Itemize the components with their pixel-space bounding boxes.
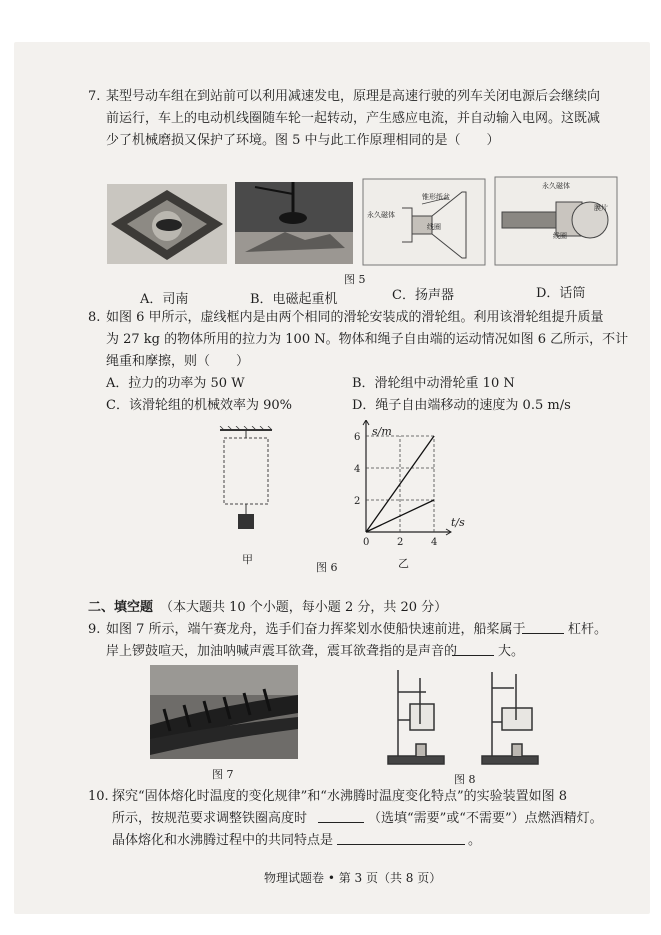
fig-6-jia-label: 甲 xyxy=(242,553,253,566)
q9-line-2-end: 大。 xyxy=(498,644,525,659)
label-coil-c: 线圈 xyxy=(427,223,441,231)
x-tick-label: 0 xyxy=(363,537,370,548)
q10-answer-blank-1[interactable] xyxy=(318,810,364,829)
q8-line-3: 绳重和摩擦，则（ ） xyxy=(106,354,250,369)
x-tick-label: 4 xyxy=(431,537,438,548)
label-coil-d: 线圈 xyxy=(553,232,567,240)
section-2-title: 二、填空题 xyxy=(88,600,154,615)
q7-line-3: 少了机械磨损又保护了环境。图 5 中与此工作原理相同的是（ ） xyxy=(106,133,500,148)
q9-answer-blank-2[interactable] xyxy=(452,643,494,662)
q10-line-1: 探究“固体熔化时温度的变化规律”和“水沸腾时温度变化特点”的实验装置如图 8 xyxy=(112,789,567,804)
q7-line-2: 前运行，车上的电动机线圈随车轮一起转动，产生感应电流，并自动输入电网。这既减 xyxy=(106,111,601,126)
q10-line-3-end: 。 xyxy=(468,833,482,848)
q7-option-d: D．话筒 xyxy=(536,286,586,301)
q8-number: 8. xyxy=(88,310,101,325)
q8-option-d: D．绳子自由端移动的速度为 0.5 m/s xyxy=(352,398,571,413)
lab-apparatus-image xyxy=(384,664,544,772)
q8-line-2: 为 27 kg 的物体所用的拉力为 100 N。物体和绳子自由端的运动情况如图 6 乙所示，不计 xyxy=(106,332,629,347)
y-tick-label: 6 xyxy=(354,432,361,443)
exam-page xyxy=(14,42,650,914)
y-tick-label: 2 xyxy=(354,496,361,507)
q8-line-1: 如图 6 甲所示，虚线框内是由两个相同的滑轮安装成的滑轮组。利用该滑轮组提升质量 xyxy=(106,310,604,325)
q9-line-2-start: 岸上锣鼓喧天，加油呐喊声震耳欲聋，震耳欲聋指的是声音的 xyxy=(106,644,458,659)
q7-line-1: 某型号动车组在到站前可以利用减速发电，原理是高速行驶的列车关闭电源后会继续向 xyxy=(106,89,601,104)
q10-number: 10. xyxy=(88,789,109,804)
q7-option-b: B．电磁起重机 xyxy=(250,292,338,307)
q10-line-2-start: 所示，按规范要求调整铁圈高度时 xyxy=(112,811,308,826)
pulley-system-diagram xyxy=(216,426,276,536)
figure-7-caption: 图 7 xyxy=(212,768,234,781)
fig-6-yi-label: 乙 xyxy=(398,557,409,570)
st-graph xyxy=(348,420,458,560)
q7-number: 7. xyxy=(88,89,101,104)
label-cone: 锥形纸盆 xyxy=(422,193,450,201)
page-footer: 物理试题卷 • 第 3 页（共 8 页） xyxy=(264,871,442,885)
q8-option-b: B．滑轮组中动滑轮重 10 N xyxy=(352,376,515,391)
q8-option-c: C．该滑轮组的机械效率为 90% xyxy=(106,398,292,413)
q9-answer-blank-1[interactable] xyxy=(522,621,564,640)
figure-5-caption: 图 5 xyxy=(344,273,366,286)
electromagnetic-crane-image xyxy=(235,182,353,264)
label-film-d: 膜片 xyxy=(594,204,608,212)
label-magnet-d: 永久磁体 xyxy=(542,182,570,190)
figure-8-caption: 图 8 xyxy=(454,773,476,786)
q9-line-1-start: 如图 7 所示，端午赛龙舟，选手们奋力挥桨划水使船快速前进，船桨属于 xyxy=(106,622,526,637)
y-tick-label: 4 xyxy=(354,464,361,475)
label-magnet-c: 永久磁体 xyxy=(367,211,395,219)
loudspeaker-diagram xyxy=(362,178,486,266)
figure-6-caption: 图 6 xyxy=(316,561,338,574)
q10-answer-blank-2[interactable] xyxy=(337,832,465,851)
q10-line-3-start: 晶体熔化和水沸腾过程中的共同特点是 xyxy=(112,833,334,848)
q7-option-c: C．扬声器 xyxy=(392,288,454,303)
dragon-boat-image xyxy=(150,665,298,759)
compass-sinan-image xyxy=(107,184,227,264)
q8-option-a: A．拉力的功率为 50 W xyxy=(106,376,245,391)
q10-line-2-end: （选填“需要”或“不需要”）点燃酒精灯。 xyxy=(368,811,603,826)
q9-line-1-end: 杠杆。 xyxy=(568,622,608,637)
st-graph-ylabel: s/m xyxy=(372,425,392,438)
x-tick-label: 2 xyxy=(397,537,404,548)
section-2-note: （本大题共 10 个小题，每小题 2 分，共 20 分） xyxy=(160,600,448,615)
st-graph-xlabel: t/s xyxy=(451,516,465,529)
q9-number: 9. xyxy=(88,622,101,637)
q7-option-a: A．司南 xyxy=(140,292,189,307)
